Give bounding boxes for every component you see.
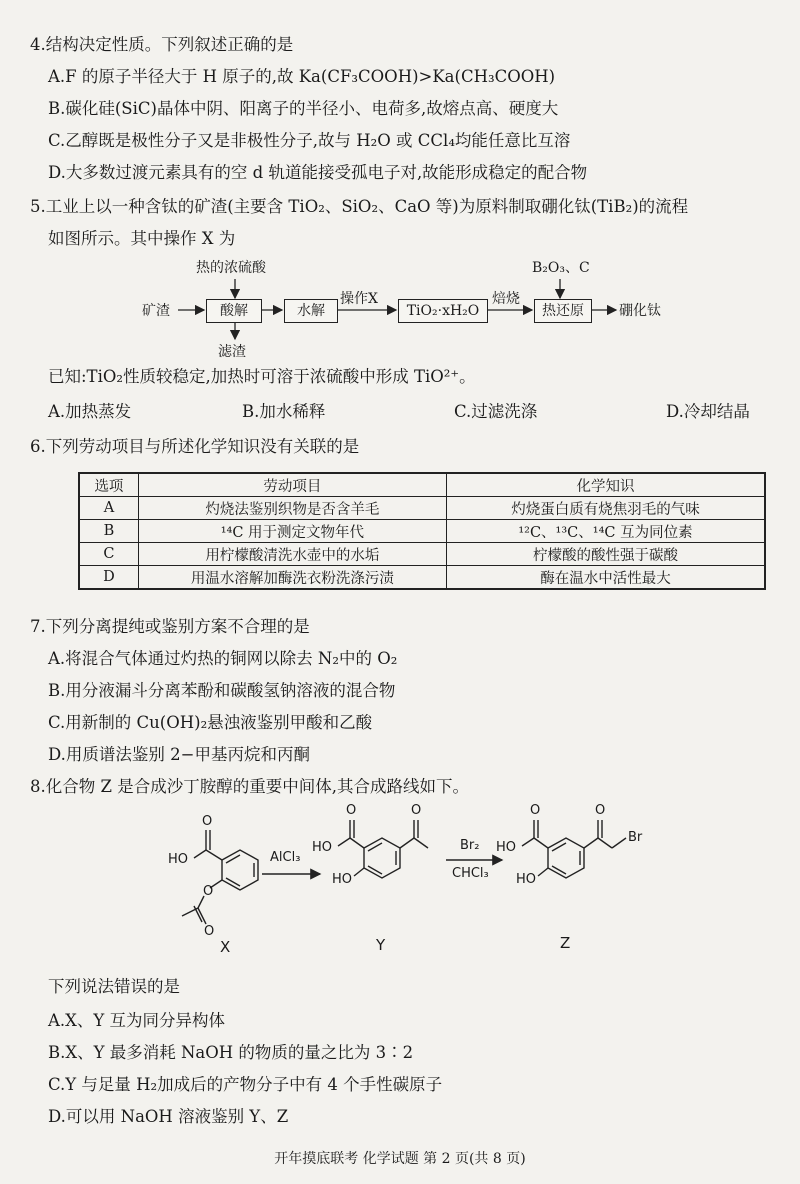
z-bromo: Br	[628, 830, 643, 845]
table-cell-knowledge: ¹²C、¹³C、¹⁴C 互为同位素	[446, 520, 765, 543]
q5-option-b: B.加水稀释	[242, 402, 326, 421]
table-cell-option: C	[79, 543, 138, 566]
q7-option-d: D.用质谱法鉴别 2−甲基丙烷和丙酮	[48, 745, 310, 764]
table-header-labor: 劳动项目	[138, 473, 446, 497]
flow-box-tio2: TiO₂·xH₂O	[398, 299, 488, 323]
flow-residue: 滤渣	[218, 344, 246, 360]
flow-operation-x: 操作X	[340, 291, 378, 307]
reagent-br2: Br₂	[460, 838, 480, 853]
x-acetyl-o: O	[204, 924, 215, 939]
flow-reagent-sulfuric-acid: 热的浓硫酸	[196, 260, 266, 276]
label-x: X	[220, 938, 231, 956]
flow-product: 硼化钛	[619, 303, 661, 319]
structure-x-ring	[222, 850, 258, 890]
table-cell-option: D	[79, 566, 138, 590]
q8-option-c: C.Y 与足量 H₂加成后的产物分子中有 4 个手性碳原子	[48, 1075, 443, 1094]
q5-options	[48, 398, 768, 420]
q7-option-a: A.将混合气体通过灼热的铜网以除去 N₂中的 O₂	[48, 649, 398, 668]
table-cell-labor: 灼烧法鉴别织物是否含羊毛	[138, 497, 446, 520]
label-z: Z	[560, 934, 571, 952]
structure-y-ring	[364, 838, 400, 878]
table-header-option: 选项	[79, 473, 138, 497]
structure-z-ring	[548, 838, 584, 878]
table-row	[79, 520, 765, 543]
table-cell-knowledge: 酶在温水中活性最大	[446, 566, 765, 590]
flow-box-hydrolysis: 水解	[284, 299, 338, 323]
z-carboxyl-o: O	[530, 803, 541, 818]
flow-start-slag: 矿渣	[142, 303, 170, 319]
x-hydroxyl-label: HO	[168, 852, 189, 867]
q7-option-c: C.用新制的 Cu(OH)₂悬浊液鉴别甲酸和乙酸	[48, 713, 373, 732]
flow-calcine: 焙烧	[492, 291, 520, 307]
y-carboxyl-o: O	[346, 803, 357, 818]
label-y: Y	[376, 936, 386, 954]
q8-synthesis-scheme	[150, 803, 670, 958]
q7-option-b: B.用分液漏斗分离苯酚和碳酸氢钠溶液的混合物	[48, 681, 396, 700]
table-cell-knowledge: 灼烧蛋白质有烧焦羽毛的气味	[446, 497, 765, 520]
q5-flow-chart	[140, 255, 700, 363]
q8-sub-stem: 下列说法错误的是	[48, 977, 180, 996]
reagent-alcl3: AlCl₃	[270, 850, 301, 865]
q4-option-d: D.大多数过渡元素具有的空 d 轨道能接受孤电子对,故能形成稳定的配合物	[48, 163, 588, 182]
reagent-chcl3: CHCl₃	[452, 866, 489, 881]
q5-stem-line1: 5.工业上以一种含钛的矿渣(主要含 TiO₂、SiO₂、CaO 等)为原料制取硼化钛(TiB₂)的流程	[30, 197, 689, 216]
flow-box-acid-leach: 酸解	[206, 299, 262, 323]
q4-option-c: C.乙醇既是极性分子又是非极性分子,故与 H₂O 或 CCl₄均能任意比互溶	[48, 131, 571, 150]
flow-box-thermal-reduction: 热还原	[534, 299, 592, 323]
y-carboxyl-ho: HO	[312, 840, 333, 855]
table-cell-labor: ¹⁴C 用于测定文物年代	[138, 520, 446, 543]
z-phenol-ho: HO	[516, 872, 537, 887]
q5-known: 已知:TiO₂性质较稳定,加热时可溶于浓硫酸中形成 TiO²⁺。	[48, 367, 476, 386]
table-header-knowledge: 化学知识	[446, 473, 765, 497]
q4-stem: 4.结构决定性质。下列叙述正确的是	[30, 35, 294, 54]
table-row	[79, 543, 765, 566]
q8-option-a: A.X、Y 互为同分异构体	[48, 1011, 226, 1030]
z-ketone-o: O	[595, 803, 606, 818]
q7-stem: 7.下列分离提纯或鉴别方案不合理的是	[30, 617, 310, 636]
q6-stem: 6.下列劳动项目与所述化学知识没有关联的是	[30, 437, 360, 456]
table-header-row	[79, 473, 765, 497]
table-cell-labor: 用柠檬酸清洗水壶中的水垢	[138, 543, 446, 566]
q5-option-d: D.冷却结晶	[666, 402, 750, 421]
q6-table	[78, 472, 766, 590]
q5-option-c: C.过滤洗涤	[454, 402, 538, 421]
structures-svg	[150, 808, 670, 958]
flow-reagent-b2o3-c: B₂O₃、C	[532, 260, 590, 276]
q8-option-b: B.X、Y 最多消耗 NaOH 的物质的量之比为 3∶2	[48, 1043, 414, 1062]
q5-stem-line2: 如图所示。其中操作 X 为	[48, 229, 236, 248]
q4-option-b: B.碳化硅(SiC)晶体中阴、阳离子的半径小、电荷多,故熔点高、硬度大	[48, 99, 559, 118]
q4-option-a: A.F 的原子半径大于 H 原子的,故 Ka(CF₃COOH)>Ka(CH₃COOH)	[48, 67, 556, 86]
y-ketone-o: O	[411, 803, 422, 818]
x-ester-o: O	[203, 884, 214, 899]
table-cell-labor: 用温水溶解加酶洗衣粉洗涤污渍	[138, 566, 446, 590]
table-cell-option: A	[79, 497, 138, 520]
y-phenol-ho: HO	[332, 872, 353, 887]
table-cell-option: B	[79, 520, 138, 543]
z-carboxyl-ho: HO	[496, 840, 517, 855]
table-cell-knowledge: 柠檬酸的酸性强于碳酸	[446, 543, 765, 566]
table-row	[79, 566, 765, 590]
x-carbonyl-o: O	[202, 814, 213, 829]
table-row	[79, 497, 765, 520]
q8-option-d: D.可以用 NaOH 溶液鉴别 Y、Z	[48, 1107, 289, 1126]
page-footer: 开年摸底联考 化学试题 第 2 页(共 8 页)	[274, 1151, 526, 1167]
q5-option-a: A.加热蒸发	[48, 402, 132, 421]
q8-stem: 8.化合物 Z 是合成沙丁胺醇的重要中间体,其合成路线如下。	[30, 777, 469, 796]
